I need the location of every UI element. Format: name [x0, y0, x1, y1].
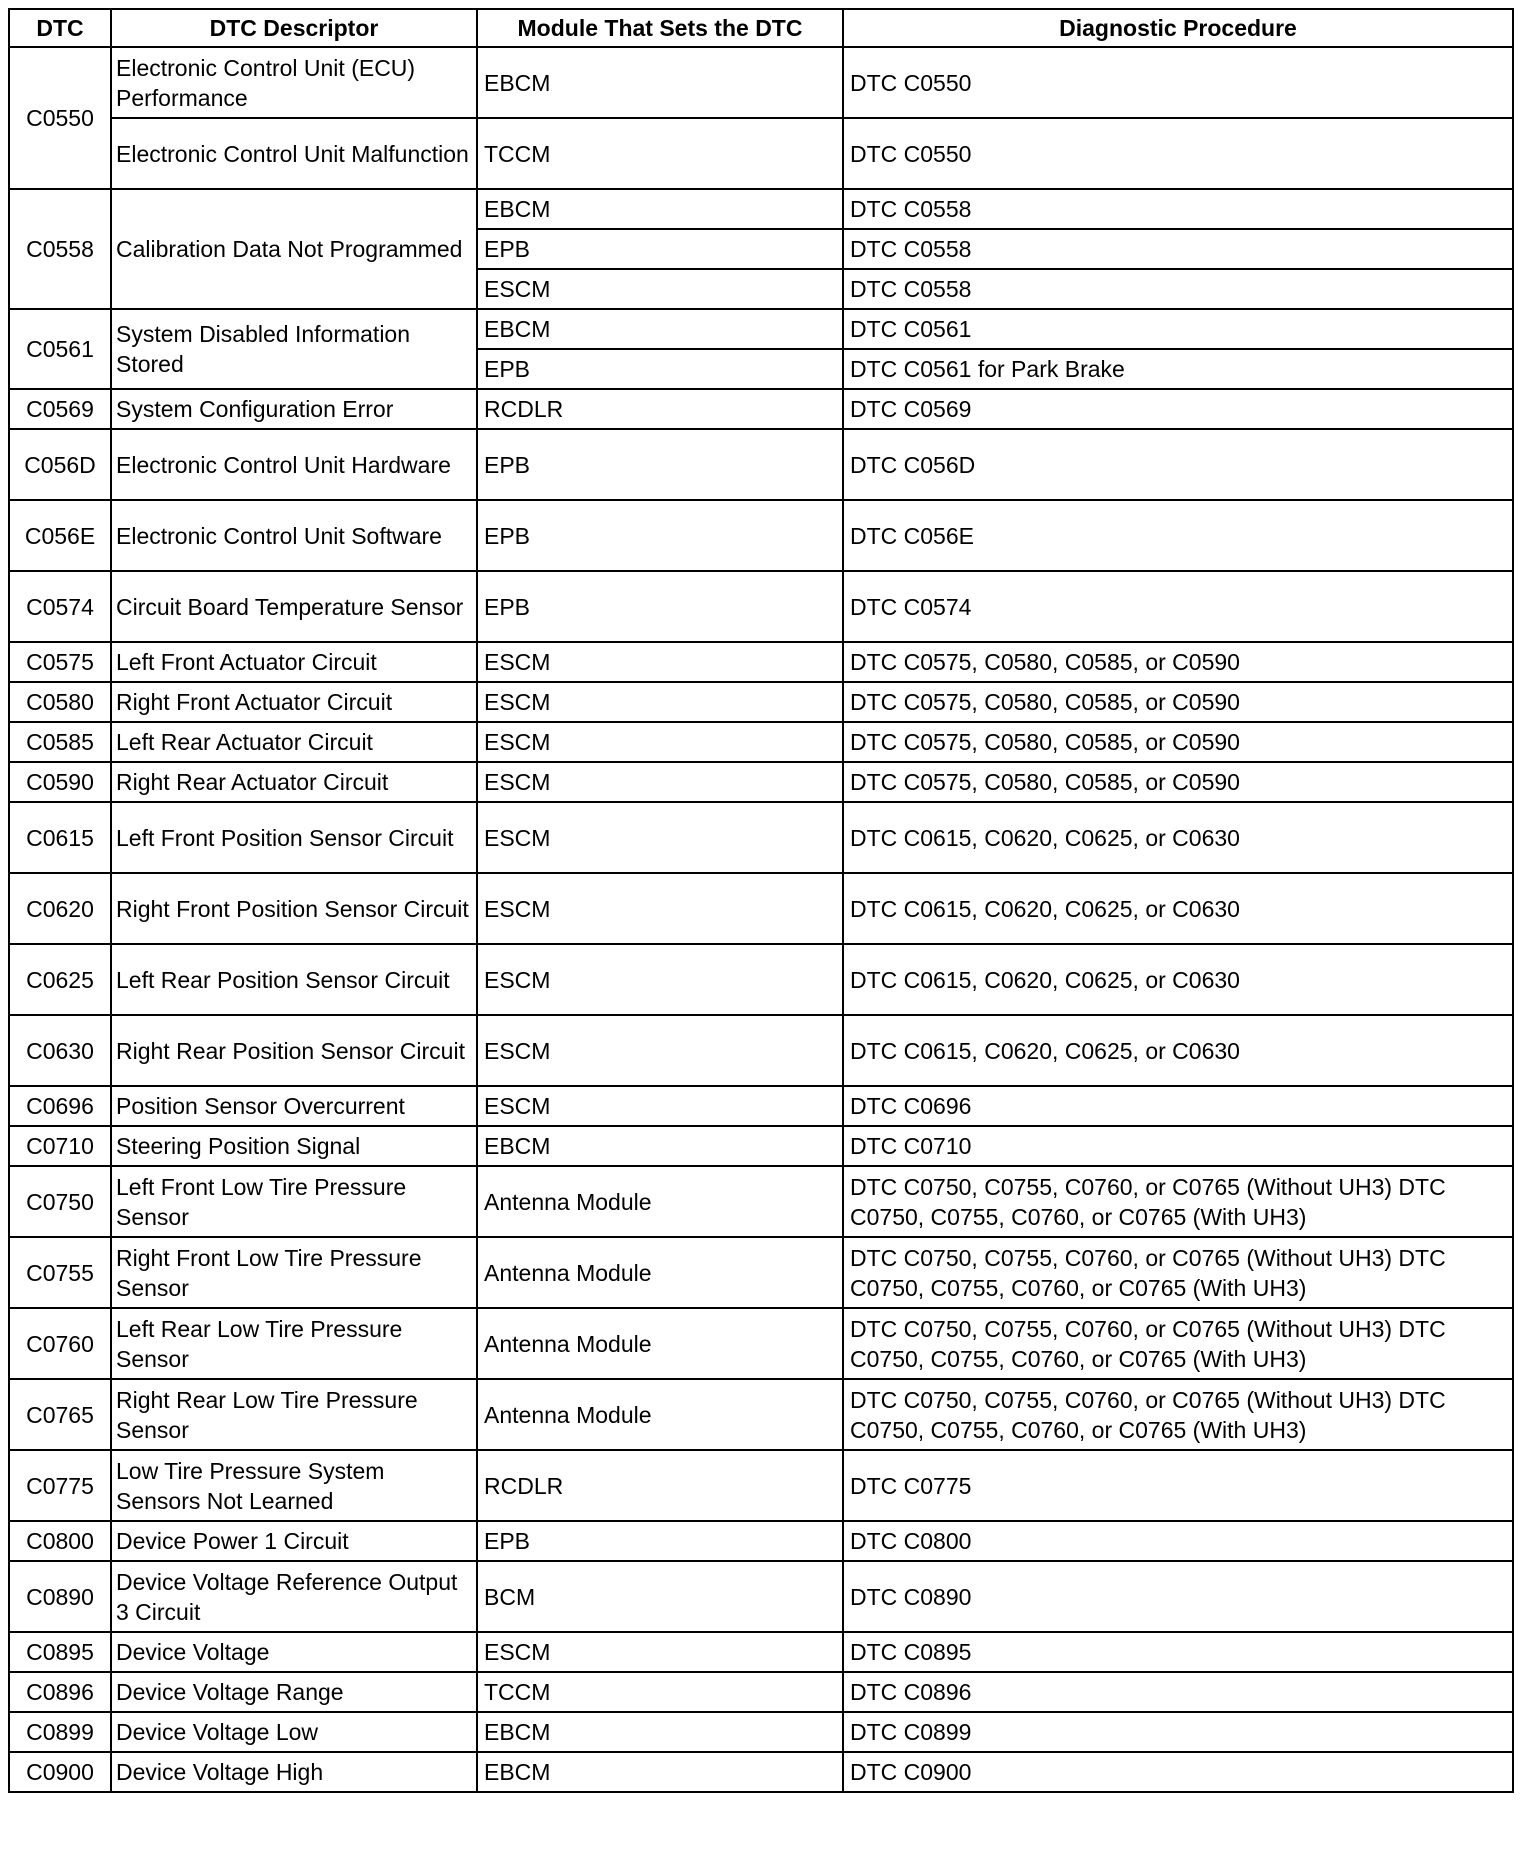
dtc-descriptor: Left Front Actuator Circuit [111, 642, 477, 682]
diagnostic-procedure: DTC C0896 [843, 1672, 1513, 1712]
dtc-descriptor: System Disabled Information Stored [111, 309, 477, 389]
dtc-descriptor: Electronic Control Unit Malfunction [111, 118, 477, 189]
table-row [9, 1308, 1513, 1379]
table-row [9, 389, 1513, 429]
dtc-descriptor: Steering Position Signal [111, 1126, 477, 1166]
header-diagnostic-procedure: Diagnostic Procedure [843, 9, 1513, 47]
dtc-descriptor: Electronic Control Unit Software [111, 500, 477, 571]
diagnostic-procedure: DTC C0574 [843, 571, 1513, 642]
module-name: Antenna Module [477, 1166, 843, 1237]
dtc-code: C0775 [9, 1450, 111, 1521]
dtc-code: C0760 [9, 1308, 111, 1379]
module-name: ESCM [477, 269, 843, 309]
table-row [9, 1237, 1513, 1308]
dtc-code: C0550 [9, 47, 111, 189]
dtc-code: C0896 [9, 1672, 111, 1712]
table-row [9, 571, 1513, 642]
diagnostic-procedure: DTC C0775 [843, 1450, 1513, 1521]
dtc-code: C0895 [9, 1632, 111, 1672]
diagnostic-procedure: DTC C0615, C0620, C0625, or C0630 [843, 873, 1513, 944]
dtc-code: C0580 [9, 682, 111, 722]
diagnostic-procedure: DTC C0750, C0755, C0760, or C0765 (Without UH3) DTC C0750, C0755, C0760, or C0765 (With UH3) [843, 1237, 1513, 1308]
dtc-descriptor: Left Rear Position Sensor Circuit [111, 944, 477, 1015]
diagnostic-procedure: DTC C0615, C0620, C0625, or C0630 [843, 802, 1513, 873]
dtc-descriptor: Right Rear Position Sensor Circuit [111, 1015, 477, 1086]
diagnostic-procedure: DTC C0558 [843, 229, 1513, 269]
table-row [9, 1166, 1513, 1237]
diagnostic-procedure: DTC C0558 [843, 189, 1513, 229]
dtc-descriptor: Left Front Position Sensor Circuit [111, 802, 477, 873]
dtc-table [8, 8, 1514, 1793]
table-row [9, 1632, 1513, 1672]
table-row [9, 762, 1513, 802]
module-name: TCCM [477, 118, 843, 189]
module-name: EPB [477, 571, 843, 642]
dtc-descriptor: Device Voltage [111, 1632, 477, 1672]
module-name: BCM [477, 1561, 843, 1632]
diagnostic-procedure: DTC C0899 [843, 1712, 1513, 1752]
dtc-code: C0800 [9, 1521, 111, 1561]
module-name: Antenna Module [477, 1237, 843, 1308]
dtc-descriptor: Position Sensor Overcurrent [111, 1086, 477, 1126]
dtc-code: C056D [9, 429, 111, 500]
dtc-descriptor: Low Tire Pressure System Sensors Not Learned [111, 1450, 477, 1521]
dtc-code: C0615 [9, 802, 111, 873]
dtc-code: C0630 [9, 1015, 111, 1086]
diagnostic-procedure: DTC C0615, C0620, C0625, or C0630 [843, 944, 1513, 1015]
table-row [9, 682, 1513, 722]
diagnostic-procedure: DTC C0575, C0580, C0585, or C0590 [843, 762, 1513, 802]
diagnostic-procedure: DTC C0710 [843, 1126, 1513, 1166]
dtc-code: C0585 [9, 722, 111, 762]
diagnostic-procedure: DTC C0750, C0755, C0760, or C0765 (Without UH3) DTC C0750, C0755, C0760, or C0765 (With UH3) [843, 1379, 1513, 1450]
dtc-code: C0620 [9, 873, 111, 944]
module-name: EPB [477, 349, 843, 389]
dtc-descriptor: Device Power 1 Circuit [111, 1521, 477, 1561]
dtc-descriptor: Circuit Board Temperature Sensor [111, 571, 477, 642]
dtc-descriptor: Left Front Low Tire Pressure Sensor [111, 1166, 477, 1237]
module-name: ESCM [477, 682, 843, 722]
dtc-descriptor: Right Front Position Sensor Circuit [111, 873, 477, 944]
module-name: EPB [477, 429, 843, 500]
module-name: ESCM [477, 944, 843, 1015]
diagnostic-procedure: DTC C0575, C0580, C0585, or C0590 [843, 642, 1513, 682]
module-name: EBCM [477, 1712, 843, 1752]
module-name: ESCM [477, 802, 843, 873]
table-row [9, 1752, 1513, 1792]
diagnostic-procedure: DTC C0575, C0580, C0585, or C0590 [843, 682, 1513, 722]
module-name: EPB [477, 500, 843, 571]
module-name: TCCM [477, 1672, 843, 1712]
table-row [9, 309, 1513, 349]
dtc-code: C0900 [9, 1752, 111, 1792]
diagnostic-procedure: DTC C0558 [843, 269, 1513, 309]
dtc-code: C0575 [9, 642, 111, 682]
module-name: EBCM [477, 309, 843, 349]
table-header-row [9, 9, 1513, 47]
header-module: Module That Sets the DTC [477, 9, 843, 47]
dtc-descriptor: Calibration Data Not Programmed [111, 189, 477, 309]
diagnostic-procedure: DTC C0569 [843, 389, 1513, 429]
table-row [9, 47, 1513, 118]
table-row [9, 1672, 1513, 1712]
table-row [9, 642, 1513, 682]
dtc-code: C0890 [9, 1561, 111, 1632]
table-row [9, 500, 1513, 571]
table-row [9, 1086, 1513, 1126]
diagnostic-procedure: DTC C0750, C0755, C0760, or C0765 (Without UH3) DTC C0750, C0755, C0760, or C0765 (With UH3) [843, 1308, 1513, 1379]
diagnostic-procedure: DTC C0800 [843, 1521, 1513, 1561]
module-name: ESCM [477, 1086, 843, 1126]
diagnostic-procedure: DTC C0696 [843, 1086, 1513, 1126]
module-name: ESCM [477, 722, 843, 762]
table-row [9, 1561, 1513, 1632]
dtc-code: C0696 [9, 1086, 111, 1126]
module-name: EBCM [477, 1752, 843, 1792]
dtc-descriptor: Left Rear Actuator Circuit [111, 722, 477, 762]
module-name: ESCM [477, 873, 843, 944]
module-name: ESCM [477, 1015, 843, 1086]
dtc-descriptor: Device Voltage Range [111, 1672, 477, 1712]
diagnostic-procedure: DTC C0900 [843, 1752, 1513, 1792]
dtc-code: C0590 [9, 762, 111, 802]
table-row [9, 1712, 1513, 1752]
dtc-code: C0574 [9, 571, 111, 642]
diagnostic-procedure: DTC C0615, C0620, C0625, or C0630 [843, 1015, 1513, 1086]
dtc-code: C0899 [9, 1712, 111, 1752]
table-row [9, 722, 1513, 762]
diagnostic-procedure: DTC C0575, C0580, C0585, or C0590 [843, 722, 1513, 762]
module-name: ESCM [477, 762, 843, 802]
table-row [9, 1521, 1513, 1561]
module-name: EBCM [477, 1126, 843, 1166]
dtc-descriptor: Device Voltage High [111, 1752, 477, 1792]
dtc-code: C056E [9, 500, 111, 571]
dtc-descriptor: Electronic Control Unit Hardware [111, 429, 477, 500]
diagnostic-procedure: DTC C0750, C0755, C0760, or C0765 (Without UH3) DTC C0750, C0755, C0760, or C0765 (With UH3) [843, 1166, 1513, 1237]
header-dtc-descriptor: DTC Descriptor [111, 9, 477, 47]
module-name: EBCM [477, 189, 843, 229]
dtc-code: C0561 [9, 309, 111, 389]
diagnostic-procedure: DTC C0890 [843, 1561, 1513, 1632]
module-name: RCDLR [477, 1450, 843, 1521]
diagnostic-procedure: DTC C0550 [843, 47, 1513, 118]
dtc-descriptor: Right Rear Actuator Circuit [111, 762, 477, 802]
dtc-descriptor: Left Rear Low Tire Pressure Sensor [111, 1308, 477, 1379]
table-row [9, 118, 1513, 189]
dtc-code: C0710 [9, 1126, 111, 1166]
dtc-descriptor: Right Front Low Tire Pressure Sensor [111, 1237, 477, 1308]
module-name: Antenna Module [477, 1379, 843, 1450]
dtc-code: C0569 [9, 389, 111, 429]
table-row [9, 189, 1513, 229]
table-row [9, 1379, 1513, 1450]
module-name: EPB [477, 1521, 843, 1561]
dtc-code: C0750 [9, 1166, 111, 1237]
module-name: RCDLR [477, 389, 843, 429]
table-row [9, 1015, 1513, 1086]
module-name: Antenna Module [477, 1308, 843, 1379]
header-dtc: DTC [9, 9, 111, 47]
table-row [9, 1126, 1513, 1166]
dtc-descriptor: Electronic Control Unit (ECU) Performance [111, 47, 477, 118]
dtc-code: C0755 [9, 1237, 111, 1308]
dtc-code: C0765 [9, 1379, 111, 1450]
module-name: EBCM [477, 47, 843, 118]
table-row [9, 429, 1513, 500]
dtc-code: C0558 [9, 189, 111, 309]
dtc-descriptor: Right Rear Low Tire Pressure Sensor [111, 1379, 477, 1450]
module-name: EPB [477, 229, 843, 269]
dtc-code: C0625 [9, 944, 111, 1015]
diagnostic-procedure: DTC C056D [843, 429, 1513, 500]
dtc-descriptor: Right Front Actuator Circuit [111, 682, 477, 722]
dtc-descriptor: System Configuration Error [111, 389, 477, 429]
dtc-descriptor: Device Voltage Reference Output 3 Circuit [111, 1561, 477, 1632]
dtc-descriptor: Device Voltage Low [111, 1712, 477, 1752]
table-row [9, 944, 1513, 1015]
table-row [9, 802, 1513, 873]
diagnostic-procedure: DTC C0895 [843, 1632, 1513, 1672]
diagnostic-procedure: DTC C0550 [843, 118, 1513, 189]
diagnostic-procedure: DTC C0561 [843, 309, 1513, 349]
table-row [9, 1450, 1513, 1521]
table-row [9, 873, 1513, 944]
module-name: ESCM [477, 1632, 843, 1672]
module-name: ESCM [477, 642, 843, 682]
diagnostic-procedure: DTC C0561 for Park Brake [843, 349, 1513, 389]
diagnostic-procedure: DTC C056E [843, 500, 1513, 571]
